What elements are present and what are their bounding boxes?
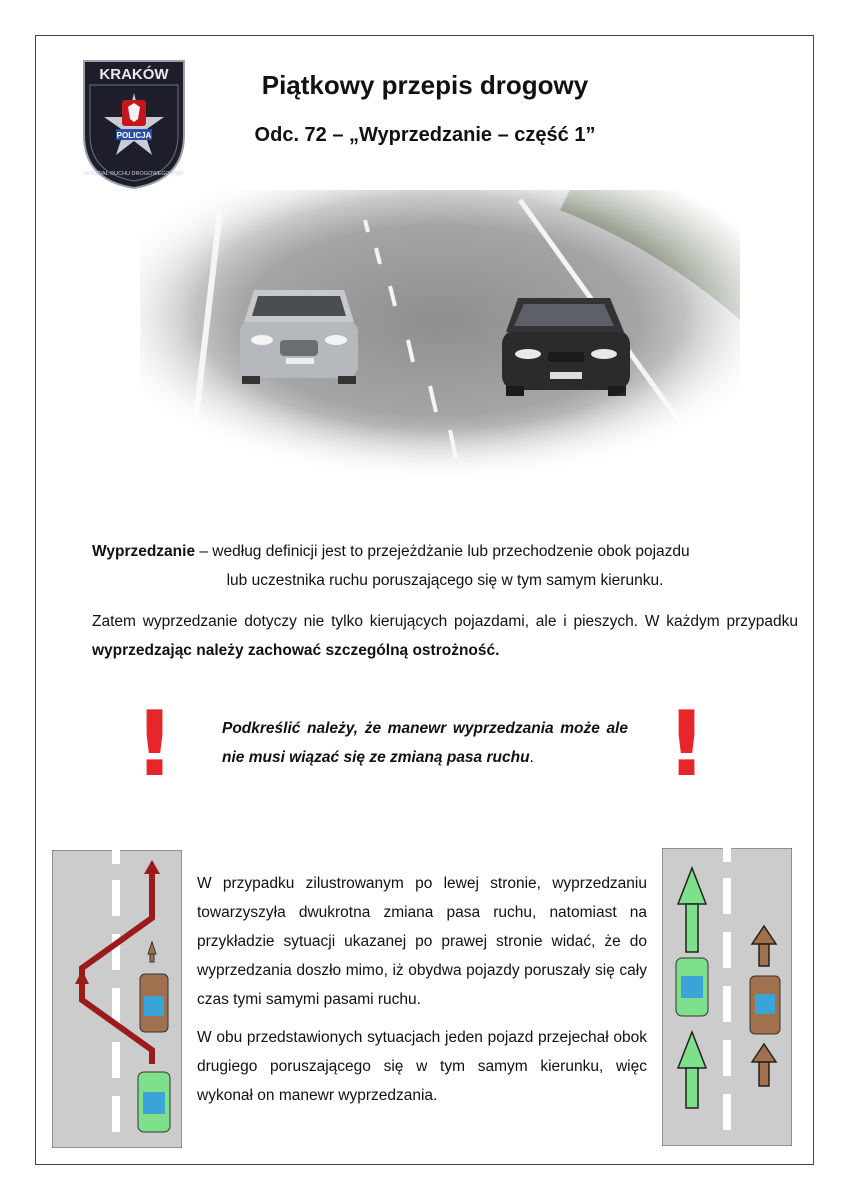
green-car	[138, 1072, 170, 1132]
green-car	[676, 958, 708, 1016]
paragraph-caution	[92, 607, 798, 665]
definition-text-2: lub uczestnika ruchu poruszającego się w tym samym kierunku.	[226, 572, 664, 589]
svg-text:KRAKÓW: KRAKÓW	[99, 66, 169, 83]
brown-car	[140, 974, 168, 1032]
svg-text:WYDZIAŁ RUCHU DROGOWEGO KWP: WYDZIAŁ RUCHU DROGOWEGO KWP	[84, 171, 184, 177]
police-badge-logo	[78, 55, 190, 190]
note-period: .	[529, 749, 534, 766]
page-title: Piątkowy przepis drogowy	[261, 70, 589, 100]
paragraph-conclusion: W obu przedstawionych sytuacjach jeden pojazd przejechał obok drugiego poruszającego się w tym samym kierunku, więc wykonał on manewr wyprzedzania.	[197, 1029, 647, 1104]
paragraph-explanation: W przypadku zilustrowanym po lewej stronie, wyprzedzaniu towarzyszyła dwukrotna zmiana pasa ruchu, natomiast na przykładzie sytuacji ukazanej po prawej stronie widać, że do wyprzedzania doszło mimo, iż obydwa pojazdy poruszały się cały czas tymi samymi pasami ruchu.	[197, 875, 647, 1008]
note-text	[222, 714, 628, 772]
left-overtaking-diagram	[52, 850, 182, 1148]
definition-term: Wyprzedzanie	[92, 543, 196, 560]
paragraph-caution-bold: wyprzedzając należy zachować szczególną ostrożność.	[92, 642, 500, 659]
definition-paragraph	[92, 537, 798, 595]
road-photo	[140, 190, 740, 480]
svg-text:POLICJA: POLICJA	[116, 131, 152, 140]
definition-text-1: – według definicji jest to przejeżdżanie lub przechodzenie obok pojazdu	[195, 543, 690, 560]
page-subtitle: Odc. 72 – „Wyprzedzanie – część 1”	[254, 124, 596, 146]
note-body: Podkreślić należy, że manewr wyprzedzania może ale nie musi wiązać się ze zmianą pasa ruchu	[222, 720, 628, 766]
paragraph-caution-text: Zatem wyprzedzanie dotyczy nie tylko kierujących pojazdami, ale i pieszych. W każdym przypadku	[92, 613, 798, 630]
right-overtaking-diagram	[662, 848, 792, 1146]
brown-car	[750, 976, 780, 1034]
exclamation-mark-left: !	[134, 692, 176, 797]
exclamation-mark-right: !	[666, 692, 708, 797]
